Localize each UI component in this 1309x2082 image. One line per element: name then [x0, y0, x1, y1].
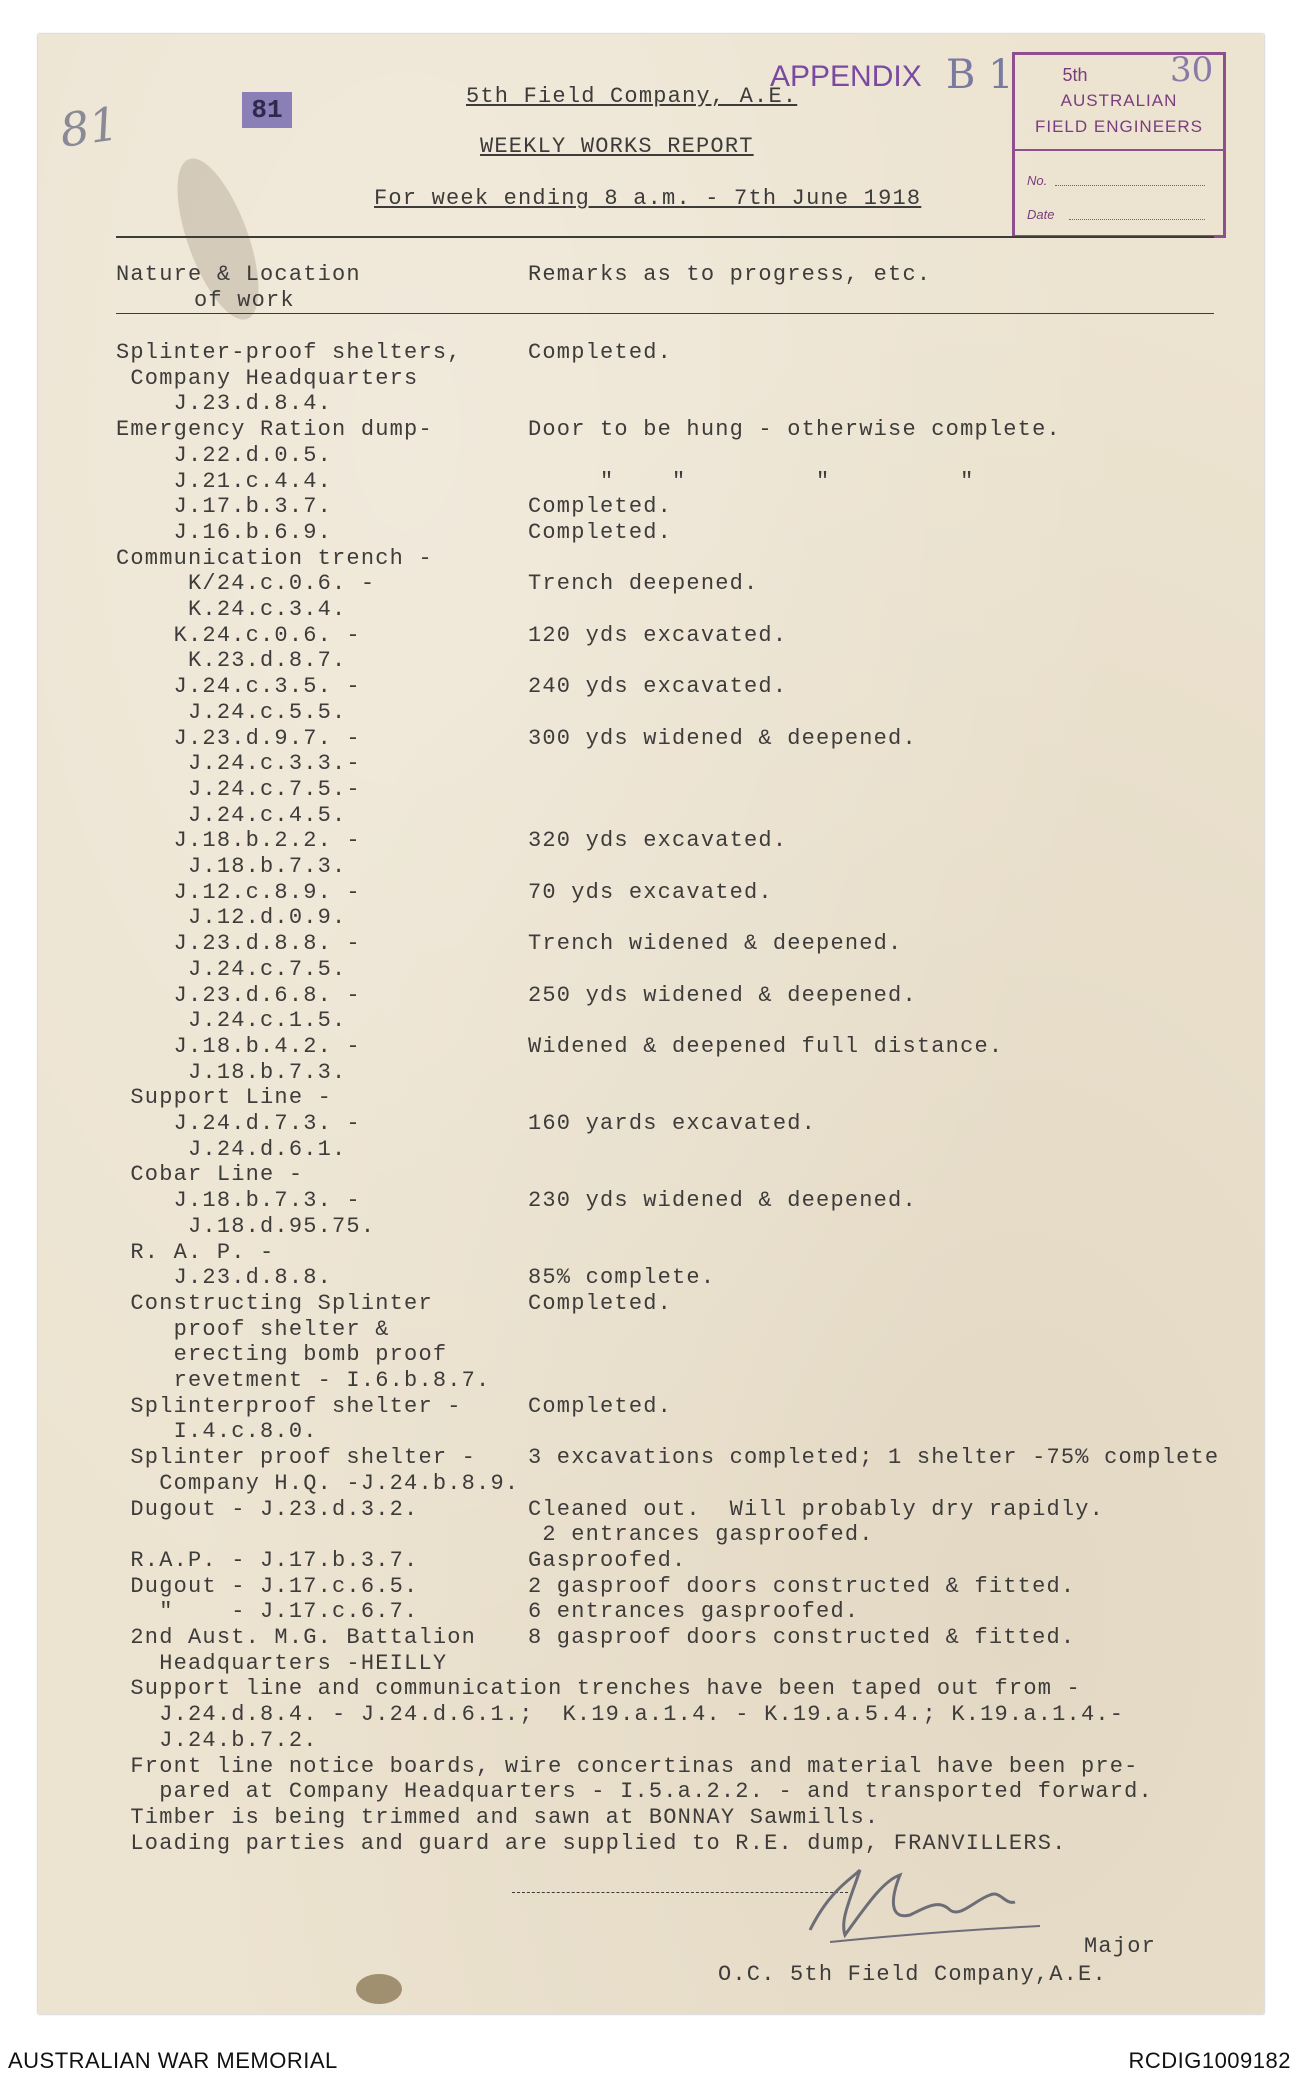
stamp-no-dots: [1055, 185, 1205, 186]
work-remark: Completed.: [528, 1393, 673, 1419]
work-remark: 300 yds widened & deepened.: [528, 725, 917, 751]
work-location: Company H.Q. -J.24.b.8.9.: [116, 1470, 520, 1496]
work-remark: 3 excavations completed; 1 shelter -75% complete: [528, 1445, 1220, 1471]
work-location: J.23.d.8.4.: [116, 391, 333, 417]
work-location: K/24.c.0.6. -: [116, 571, 376, 597]
work-location: Dugout - J.17.c.6.5.: [116, 1573, 419, 1599]
note-line: Support line and communication trenches have been taped out from -: [116, 1676, 1081, 1702]
work-location: Constructing Splinter: [116, 1290, 433, 1316]
work-location: Communication trench -: [116, 545, 433, 571]
work-location: R. A. P. -: [116, 1239, 275, 1265]
stamp-no-label: No.: [1027, 173, 1048, 188]
work-location: J.24.c.7.5.: [116, 956, 347, 982]
work-remark: Trench widened & deepened.: [528, 931, 903, 957]
work-location: J.18.b.2.2. -: [116, 828, 361, 854]
work-location: erecting bomb proof: [116, 1342, 448, 1368]
work-location: 2nd Aust. M.G. Battalion: [116, 1625, 477, 1650]
note-line: pared at Company Headquarters - I.5.a.2.2. - and transported forward.: [116, 1779, 1153, 1805]
work-location: K.24.c.0.6. -: [116, 622, 361, 648]
note-line: Front line notice boards, wire concertinas and material have been pre-: [116, 1753, 1139, 1779]
stamp-line2: AUSTRALIAN: [1060, 91, 1178, 110]
work-location: Support Line -: [116, 1085, 333, 1111]
work-remark: Completed.: [528, 494, 673, 520]
work-remark: 70 yds excavated.: [528, 879, 773, 905]
work-location: Headquarters -HEILLY: [116, 1650, 448, 1676]
work-location: J.18.b.7.3.: [116, 854, 347, 879]
note-line: J.24.d.8.4. - J.24.d.6.1.; K.19.a.1.4. - K.19.a.5.4.; K.19.a.1.4.-: [116, 1702, 1125, 1728]
work-remark: 160 yards excavated.: [528, 1111, 817, 1136]
appendix-stamp: APPENDIX: [770, 60, 922, 93]
work-remark: 240 yds excavated.: [528, 674, 788, 700]
report-title: WEEKLY WORKS REPORT: [480, 134, 754, 159]
note-line: J.24.b.7.2.: [116, 1727, 318, 1753]
work-location: I.4.c.8.0.: [116, 1419, 318, 1445]
work-location: J.24.d.6.1.: [116, 1136, 347, 1162]
signature: [790, 1860, 1050, 1950]
work-remark: 250 yds widened & deepened.: [528, 982, 917, 1008]
work-location: Dugout - J.23.d.3.2.: [116, 1496, 419, 1522]
work-remark: 230 yds widened & deepened.: [528, 1188, 917, 1214]
work-location: Cobar Line -: [116, 1162, 304, 1188]
work-location: K.23.d.8.7.: [116, 648, 347, 674]
stamp-line1: 5th: [1062, 65, 1088, 85]
work-remark: Completed.: [528, 519, 673, 545]
work-remark: 120 yds excavated.: [528, 622, 788, 648]
column-remarks: Remarks as to progress, etc.: [528, 262, 932, 287]
column-nature-line2: of work: [194, 288, 295, 313]
work-remark: 85% complete.: [528, 1265, 716, 1291]
work-location: proof shelter &: [116, 1316, 390, 1342]
work-location: revetment - I.6.b.8.7.: [116, 1368, 491, 1393]
work-location: J.12.c.8.9. -: [116, 879, 361, 905]
work-remark: Completed.: [528, 1290, 673, 1316]
work-location: J.23.d.6.8. -: [116, 982, 361, 1008]
work-remark: 320 yds excavated.: [528, 828, 788, 854]
handwritten-folio: 81: [56, 96, 123, 158]
work-location: J.24.d.7.3. -: [116, 1111, 361, 1136]
work-location: J.24.c.3.3.-: [116, 751, 361, 777]
work-location: Splinter proof shelter -: [116, 1445, 477, 1471]
work-location: J.17.b.3.7.: [116, 494, 333, 520]
work-location: J.22.d.0.5.: [116, 442, 333, 468]
work-location: " - J.17.c.6.7.: [116, 1599, 419, 1625]
header-rule: [116, 236, 1214, 238]
work-location: J.24.c.7.5.-: [116, 776, 361, 802]
work-location: K.24.c.3.4.: [116, 597, 347, 622]
work-remark: 6 entrances gasproofed.: [528, 1599, 860, 1625]
report-period: For week ending 8 a.m. - 7th June 1918: [374, 186, 922, 211]
column-nature: Nature & Location: [116, 262, 361, 287]
footer-institution: AUSTRALIAN WAR MEMORIAL: [8, 2048, 338, 2073]
work-location: J.24.c.3.5. -: [116, 674, 361, 700]
work-remark: " " " ": [528, 468, 975, 494]
appendix-handwritten: B 1: [946, 52, 1014, 98]
stamp-date-dots: [1069, 219, 1205, 220]
work-location: J.21.c.4.4.: [116, 468, 333, 494]
work-location: J.24.c.4.5.: [116, 802, 347, 828]
work-location: R.A.P. - J.17.b.3.7.: [116, 1547, 419, 1573]
work-remark: Trench deepened.: [528, 571, 759, 597]
work-remark: Cleaned out. Will probably dry rapidly.: [528, 1496, 1105, 1522]
work-location: Company Headquarters: [116, 365, 419, 391]
rust-stain: [356, 1974, 402, 2004]
work-location: J.24.c.1.5.: [116, 1008, 347, 1034]
work-location: J.18.b.7.3. -: [116, 1188, 361, 1214]
footer-record-id: RCDIG1009182: [1128, 2048, 1291, 2073]
work-remark: 2 entrances gasproofed.: [528, 1522, 874, 1548]
work-location: Emergency Ration dump-: [116, 417, 433, 443]
company-name: 5th Field Company, A.E.: [466, 84, 798, 109]
work-location: J.16.b.6.9.: [116, 519, 333, 545]
work-remark: 2 gasproof doors constructed & fitted.: [528, 1573, 1076, 1599]
work-location: J.18.d.95.75.: [116, 1213, 376, 1239]
note-line: Timber is being trimmed and sawn at BONNAY Sawmills.: [116, 1804, 880, 1830]
stamp-date-label: Date: [1027, 207, 1055, 222]
signoff-oc: O.C. 5th Field Company,A.E.: [718, 1962, 1107, 1987]
work-location: Splinter-proof shelters,: [116, 340, 462, 365]
work-remark: Widened & deepened full distance.: [528, 1033, 1004, 1059]
work-remark: Door to be hung - otherwise complete.: [528, 417, 1061, 443]
folio-number: 81: [242, 92, 292, 128]
work-location: J.24.c.5.5.: [116, 699, 347, 725]
columns-rule: [116, 313, 1214, 314]
stamp-divider: [1015, 149, 1223, 151]
work-location: J.23.d.8.8. -: [116, 931, 361, 957]
work-location: J.18.b.4.2. -: [116, 1033, 361, 1059]
work-location: J.18.b.7.3.: [116, 1059, 347, 1085]
stamp-handwritten-number: 30: [1170, 50, 1214, 90]
work-remark: 8 gasproof doors constructed & fitted.: [528, 1625, 1076, 1650]
work-location: J.12.d.0.9.: [116, 905, 347, 931]
note-line: Loading parties and guard are supplied to R.E. dump, FRANVILLERS.: [116, 1830, 1067, 1856]
work-location: J.23.d.9.7. -: [116, 725, 361, 751]
signoff-rank: Major: [1084, 1934, 1157, 1959]
stamp-line3: FIELD ENGINEERS: [1034, 117, 1204, 136]
work-remark: Completed.: [528, 340, 673, 365]
work-remark: Gasproofed.: [528, 1547, 687, 1573]
work-location: Splinterproof shelter -: [116, 1393, 462, 1419]
work-location: J.23.d.8.8.: [116, 1265, 333, 1291]
